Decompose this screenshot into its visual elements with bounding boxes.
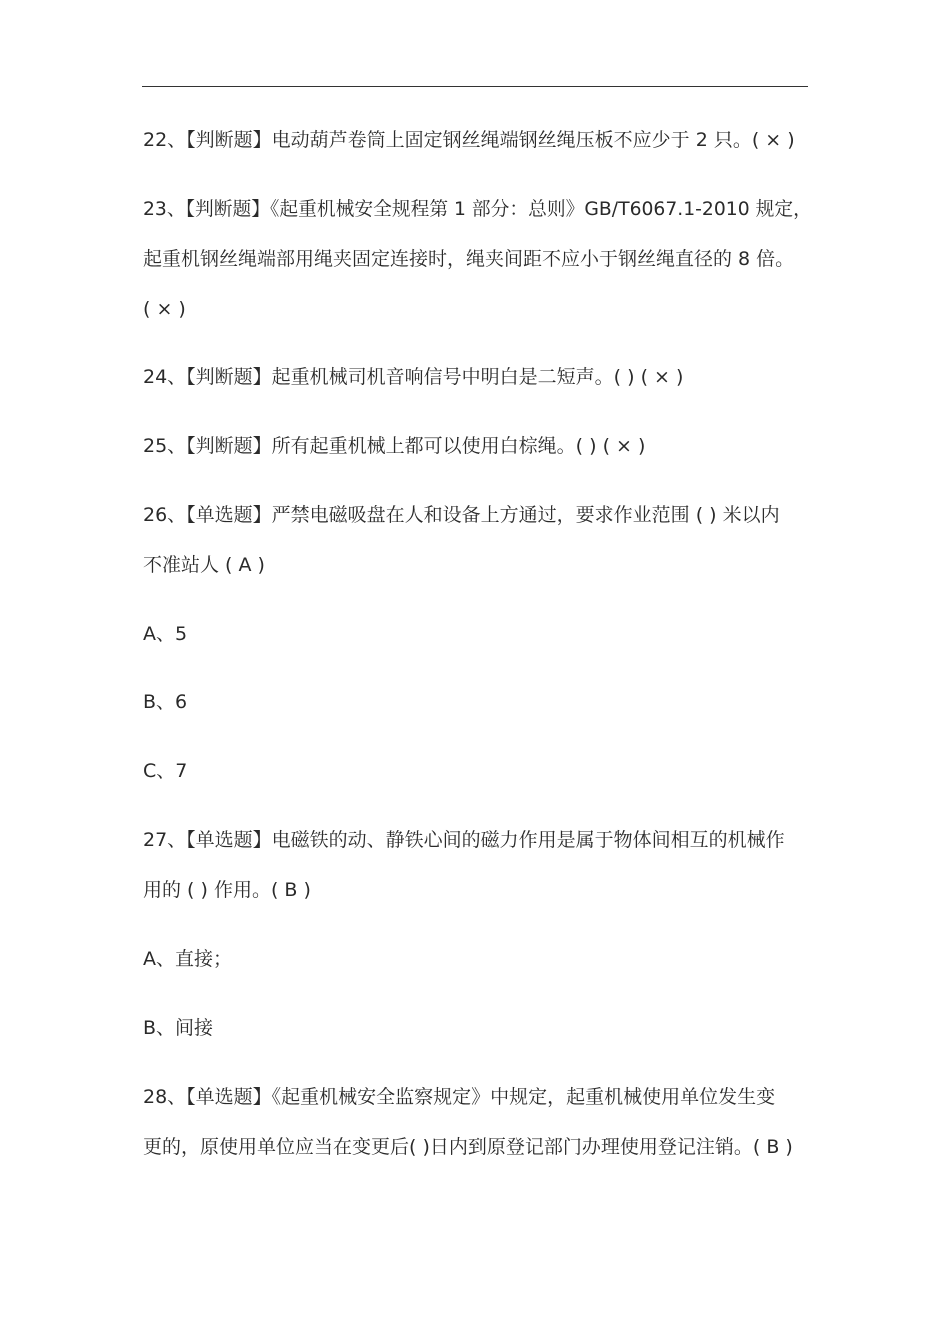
question-28-line-1: 28、【单选题】《起重机械安全监察规定》中规定，起重机械使用单位发生变 <box>143 1086 776 1108</box>
question-26-option-a: A、5 <box>143 623 188 645</box>
question-25: 25、【判断题】所有起重机械上都可以使用白棕绳。( ) ( × ) <box>143 435 646 457</box>
question-24: 24、【判断题】起重机械司机音响信号中明白是二短声。( ) ( × ) <box>143 366 684 388</box>
question-22: 22、【判断题】电动葫芦卷筒上固定钢丝绳端钢丝绳压板不应少于 2 只。( × ) <box>143 129 795 151</box>
question-28-line-2: 更的，原使用单位应当在变更后( )日内到原登记部门办理使用登记注销。( B ) <box>143 1136 793 1158</box>
header-rule <box>142 86 808 87</box>
question-26-option-c: C、7 <box>143 760 188 782</box>
question-27-option-b: B、间接 <box>143 1017 214 1039</box>
question-26-line-2: 不准站人 ( A ) <box>143 554 265 576</box>
question-23-line-1: 23、【判断题】《起重机械安全规程第 1 部分：总则》GB/T6067.1-2010 规定， <box>143 198 812 220</box>
question-27-line-1: 27、【单选题】电磁铁的动、静铁心间的磁力作用是属于物体间相互的机械作 <box>143 829 785 851</box>
question-23-line-2: 起重机钢丝绳端部用绳夹固定连接时，绳夹间距不应小于钢丝绳直径的 8 倍。 <box>143 248 795 270</box>
question-26-option-b: B、6 <box>143 691 188 713</box>
question-23-answer: ( × ) <box>143 298 186 320</box>
question-26-line-1: 26、【单选题】严禁电磁吸盘在人和设备上方通过，要求作业范围 ( ) 米以内 <box>143 504 780 526</box>
question-27-option-a: A、直接； <box>143 948 232 970</box>
question-27-line-2: 用的 ( ) 作用。( B ) <box>143 879 311 901</box>
